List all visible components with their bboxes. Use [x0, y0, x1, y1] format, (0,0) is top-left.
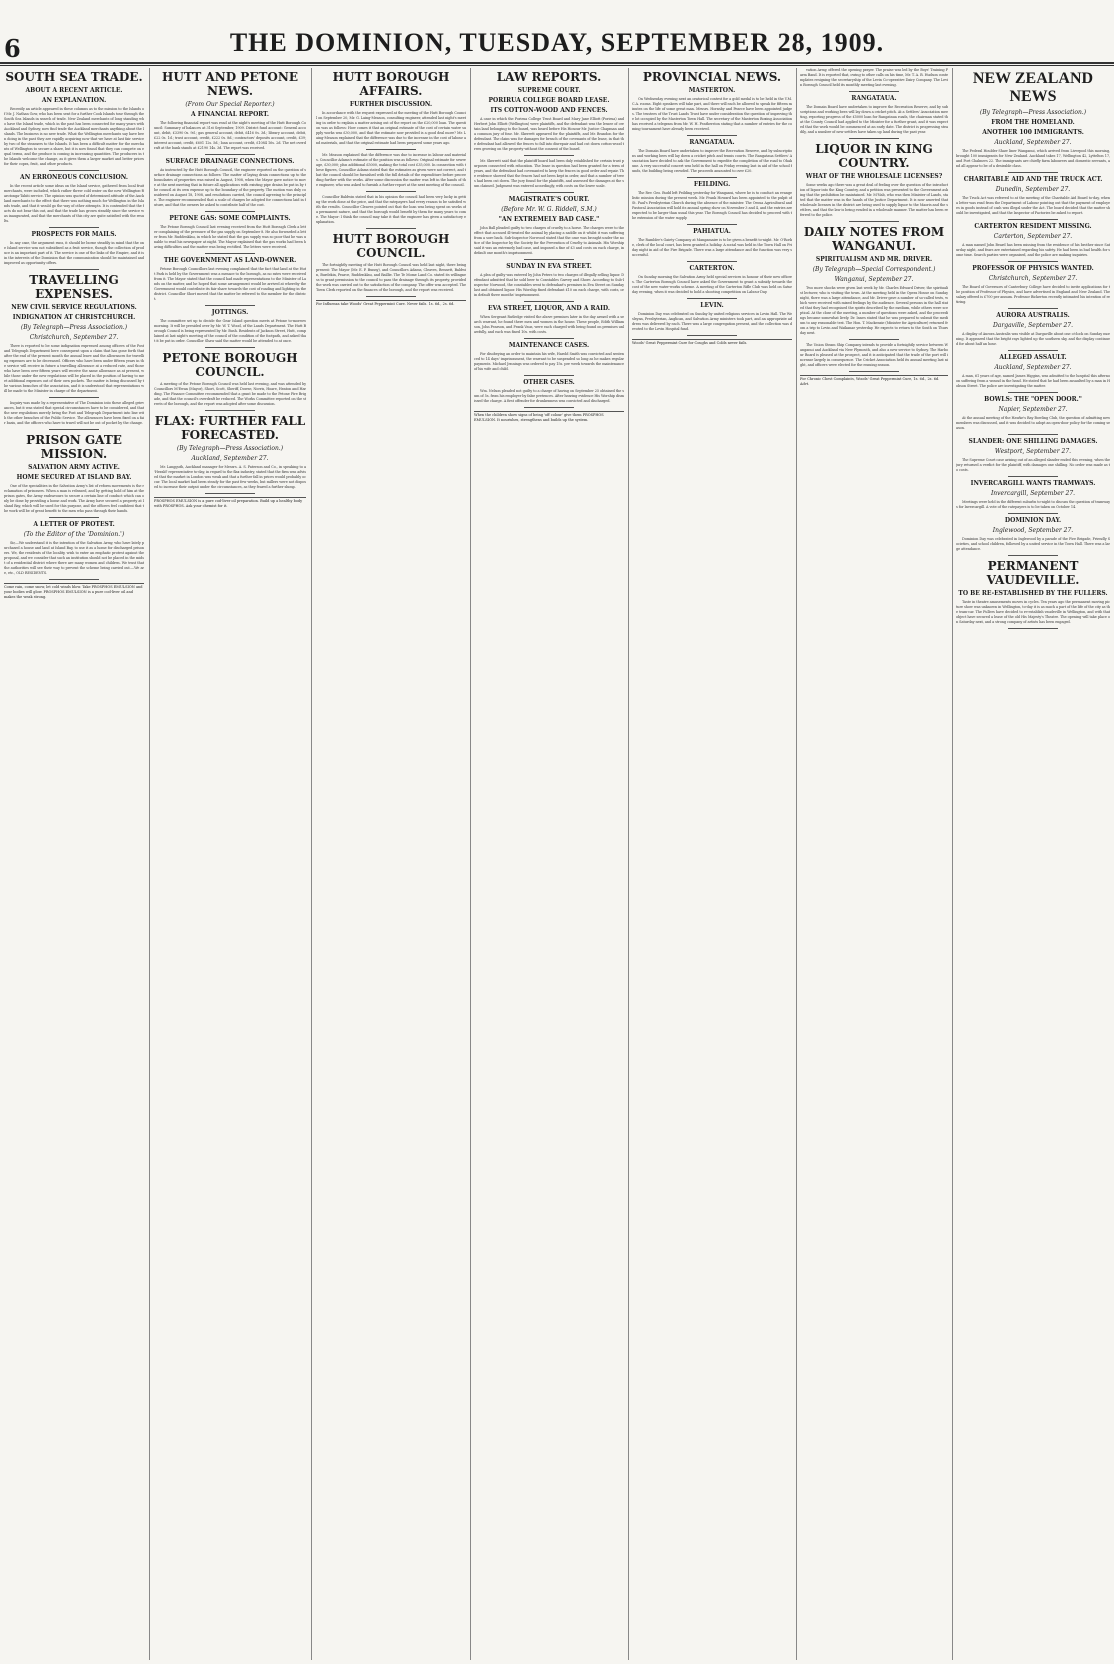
- article-subheading: Auckland, September 27.: [994, 364, 1072, 371]
- article-body: When Sergeant Rutledge visited the above premises later in the day armed with a search warrant, he found there men and women in the house. These people, Edith Williamson, John Pearson, and Frank Vaus, were each charged with being found on premises unlawfully, and each was fined 10s. with costs.: [474, 315, 624, 334]
- article-subheading: AURORA AUSTRALIS.: [996, 312, 1070, 319]
- article-subheading: ABOUT A RECENT ARTICLE.: [25, 87, 123, 94]
- article-divider: [687, 177, 737, 178]
- article-divider: [1008, 434, 1058, 435]
- article-subheading: HOME SECURED AT ISLAND BAY.: [16, 474, 132, 481]
- article-subheading: (By Telegraph—Special Correspondent.): [812, 266, 936, 273]
- column-7: [956, 68, 1110, 1658]
- column-4: [474, 68, 624, 1658]
- article-subheading: SPIRITUALISM AND MR. DRIVER.: [815, 256, 933, 263]
- article-body: One of the specialities in the Salvation Army's list of reform movements is the reclamation of prisoners. When a man is released, and by getting hold of him at the prison gates, the Army endeavours to secure a certain line of conduct which can only be done by providing a home and work. The Army have secured a property at Island Bay, which will be used for this purpose, and the officers feel confident that the work will be of great benefit to the men who pass through their hands.: [4, 484, 144, 513]
- article-headline: NEW ZEALAND NEWS: [972, 70, 1094, 105]
- article-body: The committee set up to decide the Gear Island question meets at Petone to-morrow morning. It will be presided over by Mr. W. T. Wood, of the Lands Department. The Hutt Borough Council is being represented by Mr. Bush. Residents of Jackson Street, Hutt, complained at last night's meeting of the council of the condition of the footpath, and asked that it be put in order. Councillor Shaw said the matter would be attended to at once.: [154, 319, 306, 343]
- article-subheading: TO BE RE-ESTABLISHED BY THE FULLERS.: [958, 590, 1108, 597]
- article-subheading: SUPREME COURT.: [517, 87, 581, 94]
- article-divider: [205, 154, 255, 155]
- article-body: As instructed by the Hutt Borough Council, the engineer reported on the question of surface drainage connections as follows: The matter of laying drain connections up to the boundaries of properties was raised in August, 1908, when the Mayor gave notice to move at the next meeting that in future all applications with existing pipe drains be put in by the council at its own expense up to the boundary of the property. The motion was duly considered on August 18, 1908, and resolutions carried, the council agreeing to the principle. The engineer recommended that a scale of charges be adopted for connections laid in future, and that the owners be asked to contribute half of the cost.: [154, 168, 306, 207]
- article-subheading: AN EXPLANATION.: [41, 97, 107, 104]
- article-headline: PERMANENT VAUDEVILLE.: [986, 559, 1080, 587]
- article-subheading: CARTERTON.: [689, 265, 735, 272]
- article-body: The Domain Board have undertaken to improve the Recreation Reserve, and by subscriptions and working bees will lay down a cricket pitch and tennis courts. The Rangataua Settlers' Association have decided to ask the Government to expedite the completion of the road to Ohakune. A very successful concert was held in the hall on Friday evening last in aid of the school funds, the building being crowded. The proceeds amounted to over £20.: [632, 149, 792, 173]
- article-subheading: ANOTHER 100 IMMIGRANTS.: [982, 129, 1084, 136]
- article-subheading: PORIRUA COLLEGE BOARD LEASE.: [488, 97, 610, 104]
- article-body: A display of Aurora Australis was visible at Dargaville about one o'clock on Sunday morning. It appeared that the bright rays lighted up the southern sky, and the display continued for about half an hour.: [956, 332, 1110, 346]
- article-subheading: INVERCARGILL WANTS TRAMWAYS.: [970, 480, 1096, 487]
- article-subheading: Christchurch, September 27.: [29, 334, 119, 341]
- article-divider: [687, 335, 737, 336]
- article-divider: [1008, 350, 1058, 351]
- article-divider: [366, 296, 416, 297]
- article-body: Mr. Meason explained that the difference was due to increase in labour and materials. Councillor Adams's estimate of the position was as follows: Original estimate for sewerage, £30,000; plus additional £5000, making the total cost £35,000. In connection with these figures, Councillor Adams stated that the estimates as given were not correct, and that the council should be furnished with the full details of the expenditure before proceeding further with the works. After some discussion the matter was left in the hands of the engineer, who was asked to furnish a further report at the next meeting of the council.: [316, 153, 466, 187]
- article-body: Mr. Skerrett said that the plaintiff board had been duly established for certain trust purposes connected with education. The lease in question had been granted for a term of years, and the defendant had covenanted to keep the fences in good order and repair. The evidence showed that the fences had not been kept in order, and that a number of trees had been cut down. The jury found for the plaintiffs, and assessed the damages at the sum claimed. Judgment was entered accordingly, with costs on the lower scale.: [474, 159, 624, 188]
- advertisement: For Influenza take Woods' Great Peppermint Cure. Never fails. 1s. 6d., 2s. 6d.: [316, 300, 466, 307]
- article-headline: LIQUOR IN KING COUNTRY.: [815, 142, 933, 170]
- article-body: Councillor Baldwin stated that in his opinion the council had been very lucky in getting the work done at the price, and that the ratepayers had every reason to be satisfied with the results. Councillor Cleaves pointed out that the loan was being spent on works of a permanent nature, and that the borough would benefit by them for many years to come. The Mayor: I think the council may take it that the engineer has given a satisfactory explanation.: [316, 195, 466, 224]
- masthead-rule: [0, 62, 1114, 64]
- article-subheading: SUNDAY IN EVA STREET.: [506, 263, 592, 270]
- article-body: A man named John Beard has been missing from the residence of his brother since Saturday night, and fears are entertained regarding his safety. He had been in bad health for some time. Search parties were organised, and the police are making inquiries.: [956, 243, 1110, 257]
- article-headline: PETONE BOROUGH COUNCIL.: [162, 351, 298, 379]
- article-headline: HUTT AND PETONE NEWS.: [162, 70, 298, 98]
- article-subheading: FEILDING.: [693, 181, 731, 188]
- article-divider: [205, 253, 255, 254]
- article-subheading: Dargaville, September 27.: [992, 322, 1074, 329]
- article-body: Mr. Langguth, Auckland manager for Messrs. A. S. Paterson and Co., in speaking to a 'Herald' representative to-day, in regard to the flax industry, stated that the firm was advised that the market in London was weak and that a further fall in prices would probably occur. The local market had been steady for the past few weeks, but millers were not disposed to increase their output under the circumstances, as they feared a further slump.: [154, 465, 306, 489]
- article-subheading: (From Our Special Reporter.): [185, 101, 275, 108]
- column-6: [800, 68, 948, 1658]
- article-divider: [205, 410, 255, 411]
- article-subheading: RANGATAUA.: [689, 139, 735, 146]
- article-subheading: CARTERTON RESIDENT MISSING.: [974, 223, 1092, 230]
- article-body: The Rev. Geo. Budd left Feilding yesterday for Wanganui, where he is to conduct an evangelistic mission during the present week. Mr. Frank Howard has been appointed to the pulpit of St. Paul's Presbyterian Church during the absence of the minister. The Oroua Agricultural and Pastoral Association will hold its annual spring show on November 3 and 4, and the entries are expected to be larger than usual this year. The Borough Council has decided to proceed with the extension of the water supply.: [632, 191, 792, 220]
- article-body: A plea of guilty was entered by John Peters to two charges of illegally selling liquor. Defendant admitted that he sold beer to Constables Garvey and Shore. According to Sub-Inspector Norwood, the constables went to defendant's premises in Eva Street on Sunday last and obtained liquor. His Worship fined defendant £10 on each charge, with costs, or in default three months' imprisonment.: [474, 273, 624, 297]
- article-subheading: FROM THE HOMELAND.: [991, 119, 1075, 126]
- article-divider: [1008, 219, 1058, 220]
- columns: [0, 68, 1114, 1664]
- article-body: Taste in theatre amusements moves in cycles. Ten years ago the permanent moving picture show was unknown in Wellington, to-day it is as much a part of the life of the city as the tram-car. The Fullers have decided to re-establish vaudeville in Wellington, and with that object have secured a lease of the old His Majesty's Theatre. The opening will take place on Saturday next, and a strong company of artists has been engaged.: [956, 600, 1110, 624]
- article-subheading: (By Telegraph—Press Association.): [176, 445, 284, 452]
- article-subheading: Napier, September 27.: [998, 406, 1068, 413]
- article-divider: [205, 211, 255, 212]
- article-subheading: EVA STREET, LIQUOR, AND A RAID.: [488, 305, 610, 312]
- article-subheading: Invercargill, September 27.: [990, 490, 1076, 497]
- article-headline: FLAX: FURTHER FALL FORECASTED.: [154, 414, 306, 442]
- article-divider: [1008, 172, 1058, 173]
- article-divider: [49, 397, 99, 398]
- article-body: The Truck Act was referred to at the meeting of the Charitable Aid Board to-day, when a letter was read from the Department of Labour pointing out that the payment of employees in goods instead of cash was illegal under the Act. The board decided that the matter should be investigated, and that the Inspector of Factories be asked to report.: [956, 196, 1110, 215]
- article-subheading: SURFACE DRAINAGE CONNECTIONS.: [165, 158, 295, 165]
- article-subheading: (By Telegraph—Press Association.): [979, 109, 1087, 116]
- article-body: There is reported to be some indignation expressed among officers of the Post and Telegraph Department here consequent upon a claim that has gone forth that after the end of the present month the annual leave and the allowances for travelling expenses are to be decreased. Officers who have been under fifteen years in the service will receive in future a travelling allowance at a reduced rate, and those who have been over fifteen years will receive the same allowance as at present, while those under the new regulations will be placed in the position of having to meet additional expenses out of their own pockets. The matter is being discussed by the various branches of the association, and it is understood that representations will be made to the Minister in charge of the department.: [4, 344, 144, 393]
- article-body: Inquiry was made by a representative of The Dominion into these alleged grievances, but it was stated that special circumstances have to be considered, and that the new regulations merely bring the Post and Telegraph Department into line with the other branches of the Public Service. The allowances have been fixed on a fair basis, and the officers who have to travel will not be out of pocket by the change.: [4, 401, 144, 425]
- article-divider: [49, 517, 99, 518]
- masthead: [0, 0, 1114, 66]
- masthead-title: THE DOMINION, TUESDAY, SEPTEMBER 28, 1909.: [229, 28, 885, 57]
- article-subheading: MAGISTRATE'S COURT.: [508, 196, 590, 203]
- article-subheading: AN ERRONEOUS CONCLUSION.: [20, 174, 128, 181]
- article-subheading: PROSPECTS FOR MAILS.: [31, 231, 117, 238]
- article-body: vation Army, offered the opening prayer. The praise was led by the Boys' Training Farm Band. It is reported that, owing to other calls on his time, Mr. T. A. B. Hudson contemplates resigning the secretaryship of the Levin Co-operative Dairy Company. The Levin Borough Council held its monthly meeting last evening.: [800, 68, 948, 87]
- article-subheading: THE GOVERNMENT AS LAND-OWNER.: [163, 257, 297, 264]
- article-body: The fortnightly meeting of the Hutt Borough Council was held last night, there being present: The Mayor (Mr. E. P. Bunny), and Councillors Adams, Cleaves, Bennett, Baldwin, Burdekin, Pearce, Ruddenklau, and Baillie. The Te Mome Land Co. stated its willingness to grant permission to the council to pass the drainage through its property, provided the work was carried out to the satisfaction of the company. The offer was accepted. The Town Clerk reported on the finances of the borough, and the report was received.: [316, 263, 466, 292]
- article-subheading: SLANDER: ONE SHILLING DAMAGES.: [968, 438, 1098, 445]
- article-subheading: BOWLS: THE "OPEN DOOR.": [984, 396, 1082, 403]
- article-subheading: MAINTENANCE CASES.: [508, 342, 590, 349]
- article-divider: [49, 170, 99, 171]
- article-subheading: Christchurch, September 27.: [988, 275, 1078, 282]
- article-divider: [205, 493, 255, 494]
- article-body: A meeting of the Petone Borough Council was held last evening, and was attended by Councillors M'Ewan (Mayor), Short, Scott, Sheriff, Dowse, Norris, Hoare, Heaton and Harding. The Finance Committee recommended that a grant be made to the Petone Fire Brigade, and that the council's overdraft be reduced. The Works Committee reported on the streets of the borough, and the report was adopted after some discussion.: [154, 382, 306, 406]
- article-divider: [49, 227, 99, 228]
- article-divider: [849, 371, 899, 372]
- article-body: Recently an article appeared in these columns as to the mission to the Islands of Mr. J. Nathan Gow, who has been sent for a further Cook Islands tour through the South Sea Islands in search of trade. New Zealand merchants of long standing who have the Island trade, which in the past has been connected for many years with Auckland and Sydney, now find trade the Auckland merchants anything about the Islands. The business is no new trade. What the Wellington merchants say have been doing in the past they are rapidly acquiring now that we have at last fair service by two of the steamers to the Islands. It has been a difficult matter for the merchants of Wellington to secure a share, but it is now found that they can compete on equal terms, and the produce is coming in increasing quantities. The producers in the Islands welcome the change, as it gives them a larger market and better prices for their copra, fruit, and other products.: [4, 107, 144, 166]
- article-subheading: JOTTINGS.: [211, 309, 249, 316]
- article-body: At the annual meeting of the Hawke's Bay Bowling Club, the question of admitting new members was discussed, and it was decided to adopt an open-door policy for the coming season.: [956, 416, 1110, 430]
- article-subheading: CHARITABLE AID AND THE TRUCK ACT.: [963, 176, 1103, 183]
- article-divider: [366, 228, 416, 229]
- article-body: For disobeying an order to maintain his wife, Harold Smith was convicted and sentenced to 14 days' imprisonment, the warrant to be suspended so long as he makes regular payments. Michael Jennings was ordered to pay 15s. per week towards the maintenance of his wife and child.: [474, 352, 624, 371]
- article-subheading: FURTHER DISCUSSION.: [349, 101, 433, 108]
- advertisement: When the children show signs of being 'off colour' give them PROSPHOS EMULSION. It nourishes, strengthens and builds up the system.: [474, 411, 624, 423]
- article-divider: [49, 269, 99, 270]
- article-body: Sir,—We understand it is the intention of the Salvation Army, who have lately purchased a house and land at Island Bay, to use it as a home for discharged prisoners. We, the residents of the locality, wish to enter an emphatic protest against the proposal, and we consider that such an institution should not be placed in the midst of a residential district where there are many women and children. We trust that the authorities will see their way to prevent the scheme being carried out.—We are, etc., OLD RESIDENTS.: [4, 541, 144, 575]
- article-subheading: Inglewood, September 27.: [992, 527, 1074, 534]
- article-divider: [1008, 308, 1058, 309]
- article-subheading: ALLEGED ASSAULT.: [999, 354, 1067, 361]
- article-divider: [849, 339, 899, 340]
- article-subheading: SALVATION ARMY ACTIVE.: [28, 464, 120, 471]
- article-body: Wm. Nelson pleaded not guilty to a charge of having on September 25 obtained the sum of 5s. from his employer by false pretences. After hearing evidence His Worship dismissed the charge. A first offender for drunkenness was convicted and discharged.: [474, 389, 624, 403]
- article-divider: [524, 301, 574, 302]
- article-headline: PROVINCIAL NEWS.: [642, 70, 782, 84]
- article-body: The Rambler's Gaiety Company at Mangamaire is to be given a benefit to-night. Mr. O'Rorke, clerk of the local court, has been granted a holiday. A social was held in the Town Hall on Friday night in aid of the Fire Brigade. There was a large attendance and the function was very successful.: [632, 238, 792, 257]
- article-body: The Domain Board have undertaken to improve the Recreation Reserve, and by subscriptions and working bees will lay down a cricket pitch. At a Settlers' Association meeting, reporting progress of the £5000 loan for Rangataua roads, the chairman stated that the County Council had applied to the Minister for a further grant, and it was expected that the work would be commenced at an early date. The district is progressing steadily, and a number of new settlers have taken up land during the past year.: [800, 105, 948, 134]
- article-divider: [687, 298, 737, 299]
- article-headline: TRAVELLING EXPENSES.: [29, 273, 119, 301]
- article-body: The Board of Governors of Canterbury College have decided to invite applications for the position of Professor of Physics, and have advertised in England and New Zealand. The salary offered is £700 per annum. Professor Bickerton recently intimated his intention of retiring.: [956, 285, 1110, 304]
- article-body: On Sunday morning the Salvation Army held special services in honour of their new officers. The Carterton Borough Council have asked the Government to grant a subsidy towards the cost of the new water-works scheme. A meeting of the Carterton Rifle Club was held on Saturday evening, when it was decided to hold a shooting competition on Labour Day.: [632, 275, 792, 294]
- article-body: The following financial report was read at the night's meeting of the Hutt Borough Council: Summary of balances at 31st September, 1909. District fund account: General account, debit, £3390 0s. 9d.; gas general account, debit, £416 0s. 3d.; library account, debit, £22 0s. 1d.; trust account, credit, £222 0s. 8d.; contractors' deposits account, credit, £39; interest account, credit, £601 12s. 5d.; loan account, credit, £1084 16s. 2d. The net overdraft at the bank stands at £2190 14s. 3d. The report was received.: [154, 121, 306, 150]
- article-body: A case in which the Porirua College Trust Board and Mary Jane Elliott (Porirua) and Herbert John Elliott (Wellington) were plaintiffs, and the defendant was the lessee of certain land belonging to the board, was heard before His Honour Mr. Justice Chapman and a common jury of four. Mr. Skerrett appeared for the plaintiffs, and Mr. Brandon for the defendant. The claim was for damages for breach of the covenants of the lease, in that the defendant had allowed the fences to fall into disrepair and had cut down cotton-wood trees growing on the property without the consent of the board.: [474, 117, 624, 151]
- article-body: The Supreme Court case arising out of an alleged slander ended this evening, when the jury returned a verdict for the plaintiff, with damages one shilling. No order was made as to costs.: [956, 458, 1110, 472]
- article-body: Meetings were held in the different suburbs to-night to discuss the question of tramways for Invercargill. A vote of the ratepayers is to be taken on October 14.: [956, 500, 1110, 509]
- article-divider: [1008, 513, 1058, 514]
- article-subheading: RANGATAUA.: [851, 95, 897, 102]
- article-headline: HUTT BOROUGH AFFAIRS.: [332, 70, 450, 98]
- article-body: The Petone Borough Council last evening received from the Hutt Borough Clerk a letter complaining of the pressure of the gas supply on September 8. He also forwarded a letter from Mr. Ruddenklau, in which he stated that the gas supply was so poor that he was unable to read his newspaper at night. The Mayor explained that the gas works had been having difficulties and the matter was being rectified. The letters were received.: [154, 225, 306, 249]
- column-3: [316, 68, 466, 1658]
- article-body: The Federal Houlder Shaw liner Wanganui, which arrived from Liverpool this morning, brought 100 immigrants for New Zealand. Auckland takes 17, Wellington 42, Lyttelton 17, and Port Chalmers 22. The immigrants are chiefly farm labourers and domestic servants, and all appear to be of a desirable class.: [956, 149, 1110, 168]
- article-subheading: MASTERTON.: [688, 87, 736, 94]
- article-subheading: (To the Editor of the 'Dominion.'): [23, 531, 125, 538]
- advertisement: Come rain, come snow, let cold winds blow. Take PROSPHOS EMULSION and your bodies will glow. PROSPHOS EMULSION is a pure cod-liver oil and makes the weak strong.: [4, 585, 143, 599]
- article-divider: [687, 224, 737, 225]
- article-subheading: DOMINION DAY.: [1004, 517, 1062, 524]
- article-divider: [687, 261, 737, 262]
- article-body: Dominion Day was celebrated on Sunday by united religious services in Levin Hall. The Wesleyan, Presbyterian, Anglican, and Salvation Army ministers took part, and an appropriate address was delivered by each. There was a large congregation present, and the collection was devoted to the Levin Hospital fund.: [632, 312, 792, 331]
- article-subheading: Dunedin, September 27.: [995, 186, 1071, 193]
- article-body: Dominion Day was celebrated in Inglewood by a parade of the Fire Brigade, Friendly Societies, and school children, followed by a united service in the Town Hall. There was a large attendance.: [956, 537, 1110, 551]
- article-headline: HUTT BOROUGH COUNCIL.: [332, 232, 450, 260]
- article-divider: [1008, 555, 1058, 556]
- article-divider: [687, 135, 737, 136]
- article-subheading: OTHER CASES.: [523, 379, 575, 386]
- article-headline: SOUTH SEA TRADE.: [5, 70, 143, 84]
- advertisement: For Chronic Chest Complaints, Woods' Great Peppermint Cure, 1s. 6d., 2s. 6d. Advt.: [800, 375, 948, 387]
- article-subheading: "AN EXTREMELY BAD CASE.": [498, 216, 600, 223]
- article-divider: [366, 149, 416, 150]
- article-subheading: WHAT OF THE WHOLESALE LICENSES?: [805, 173, 943, 180]
- article-divider: [205, 305, 255, 306]
- article-subheading: PROFESSOR OF PHYSICS WANTED.: [972, 265, 1094, 272]
- article-subheading: PAHIATUA.: [693, 228, 731, 235]
- column-5: [632, 68, 792, 1658]
- article-divider: [1008, 392, 1058, 393]
- article-body: In accordance with the request expressed at the meeting of the Hutt Borough Council on September 20, Mr. G. Laing-Meason, consulting engineer, attended last night's meeting in order to explain a matter arising out of the report on the £20,000 loan. The question was as follows: How comes it that an original estimate of the cost of certain water supply works was £30,000, and that the estimate now provided is a good deal more? Mr. Laing-Meason explained that the difference was due to the increase in the cost of labour and materials, and that the original estimate had been prepared some years ago.: [316, 111, 466, 145]
- article-subheading: Westport, September 27.: [994, 448, 1072, 455]
- page-number: 6: [4, 34, 21, 63]
- article-divider: [524, 407, 574, 408]
- article-body: On Wednesday evening next an oratorical contest for a gold medal is to be held in the Y.M.C.A. rooms. Eight speakers will take part, and there will each be allowed to speak for fifteen minutes on the life of some great man. Messrs. Hornsby and Pearce have been appointed judges. The trustees of the Trust Lands Trust have under consideration the question of improving the lot occupied by the Masterton Town Hall. The secretary of the Masterton Boxing Association has received a telegram from Mr. W. H. Featherston stating that a number of entries for the coming tournament have already been received.: [632, 97, 792, 131]
- article-subheading: Auckland, September 27.: [994, 139, 1072, 146]
- article-subheading: Wanganui, September 27.: [834, 276, 914, 283]
- article-subheading: PETONE GAS: SOME COMPLAINTS.: [169, 215, 291, 222]
- article-divider: [849, 138, 899, 139]
- article-body: A man, 61 years of age, named James Higgins, was admitted to the hospital this afternoon suffering from a wound in the head. He stated that he had been assaulted by a man in Hobson Street. The police are investigating the matter.: [956, 374, 1110, 388]
- article-divider: [1008, 476, 1058, 477]
- article-body: In any case, the argument runs, it should be borne steadily in mind that the one Island service was not subsidised as a fruit service, though the collection of produce is an important part of it. The service is one of the links of the Empire, and it is in the interests of the Dominion that the communication should be maintained and improved as opportunity offers.: [4, 241, 144, 265]
- article-divider: [1008, 628, 1058, 629]
- article-divider: [849, 221, 899, 222]
- article-divider: [524, 259, 574, 260]
- article-divider: [524, 375, 574, 376]
- article-body: Some weeks ago there was a great deal of feeling over the question of the introduction of liquor into the King Country, and a petition was presented to the Government asking that the prohibition be maintained. Mr. M'Nab, who was then Minister of Lands, stated that the matter was in the hands of the Justice Department. It is now asserted that wholesale licenses in the district are being used to supply liquor to the Maoris and the settlers, and that the law is being evaded in a wholesale manner. The matter has been referred to the police.: [800, 183, 948, 217]
- column-2: [154, 68, 306, 1658]
- article-body: Petone Borough Councillors last evening complained that the fact that land at the Hutt Park is held by the Government was a menace to the borough, as no rates were received from it. The Mayor stated that the council had made representations to the Minister of Lands on the matter, and he hoped that some arrangement would be arrived at whereby the Government would contribute its fair share towards the cost of roading and lighting in the district. Councillor Short moved that the matter be referred to the member for the district.: [154, 267, 306, 301]
- article-divider: [849, 91, 899, 92]
- article-subheading: ITS COTTON-WOOD AND FENCES.: [490, 107, 608, 114]
- article-subheading: LEVIN.: [700, 302, 724, 309]
- advertisement: PROSPHOS EMULSION is a pure cod-liver oil preparation. Build up a healthy body with PROSPHOS. Ask your chemist for it.: [154, 497, 306, 509]
- article-subheading: Carterton, September 27.: [993, 233, 1073, 240]
- article-subheading: (By Telegraph—Press Association.): [20, 324, 128, 331]
- article-divider: [205, 347, 255, 348]
- article-divider: [1008, 261, 1058, 262]
- article-divider: [524, 192, 574, 193]
- column-1: [4, 68, 144, 1658]
- article-body: The Union Steam Ship Company intends to provide a fortnightly service between Wanganui and Auckland via New Plymouth, and also a new service to Sydney. The Harbour Board is pleased at the prospect, and it is anticipated that the trade of the port will increase largely in consequence. The Cricket Association held its annual meeting last night, and officers were elected for the ensuing season.: [800, 343, 948, 367]
- article-subheading: A LETTER OF PROTEST.: [33, 521, 115, 528]
- article-divider: [366, 191, 416, 192]
- article-divider: [524, 338, 574, 339]
- article-body: In the recent article some ideas on the Island service, gathered from local fruit merchants, were included, which rather threw cold water on the new Wellington-Rarotonga-Tahiti service. The opinion was quoted of determined attitude of the Auckland merchants to the effect that there was nothing much for Wellington in the Islands trade, and that it would go the way of other attempts. It is contended that the facts do not bear this out, and that the trade has grown steadily since the service was inaugurated, and that the merchants of this city are quite satisfied with the results.: [4, 184, 144, 223]
- article-subheading: INDIGNATION AT CHRISTCHURCH.: [12, 314, 136, 321]
- article-body: John Ball pleaded guilty to two charges of cruelty to a horse. The charges were to the effect that accused ill-treated the animal by placing a saddle on it whilst it was suffering from a sore back. Sub-Inspector Norwood stated that the case was brought under the notice of the Inspector by the Society for the Prevention of Cruelty to Animals. His Worship said it was an extremely bad case, and imposed a fine of £3 and costs on each charge, in default one month's imprisonment.: [474, 226, 624, 255]
- article-subheading: A FINANCIAL REPORT.: [191, 111, 269, 118]
- article-subheading: (Before Mr. W. G. Riddell, S.M.): [501, 206, 597, 213]
- article-headline: LAW REPORTS.: [496, 70, 602, 84]
- advertisement: Woods' Great Peppermint Cure for Coughs and Colds never fails.: [632, 339, 792, 346]
- article-subheading: NEW CIVIL SERVICE REGULATIONS.: [11, 304, 137, 311]
- article-divider: [49, 579, 99, 580]
- article-divider: [524, 155, 574, 156]
- article-headline: DAILY NOTES FROM WANGANUI.: [803, 225, 945, 253]
- article-subheading: Auckland, September 27.: [191, 455, 269, 462]
- article-headline: PRISON GATE MISSION.: [26, 433, 122, 461]
- article-divider: [49, 429, 99, 430]
- article-body: Two more shocks were given last week by Mr. Charles Edward Driver, the spiritualist lecturer, who is visiting the town. At the meeting held in the Opera House on Sunday night, there was a large attendance, and Mr. Driver gave a number of so-called tests, which were received with mixed feelings by the audience. Several persons in the hall stated that they had recognised the spirits described by the medium, while others were sceptical. At the close of the meeting, a number of questions were asked, and the proceedings became somewhat lively. Dr. Innes stated that he was prepared to submit the medium to any reasonable test. The Hon. T. Mackenzie (Minister for Agriculture) returned from a trip to Levin and Waikanae yesterday. He expects to return to the South on Thursday next.: [800, 286, 948, 335]
- masthead-rule-thin: [0, 65, 1114, 66]
